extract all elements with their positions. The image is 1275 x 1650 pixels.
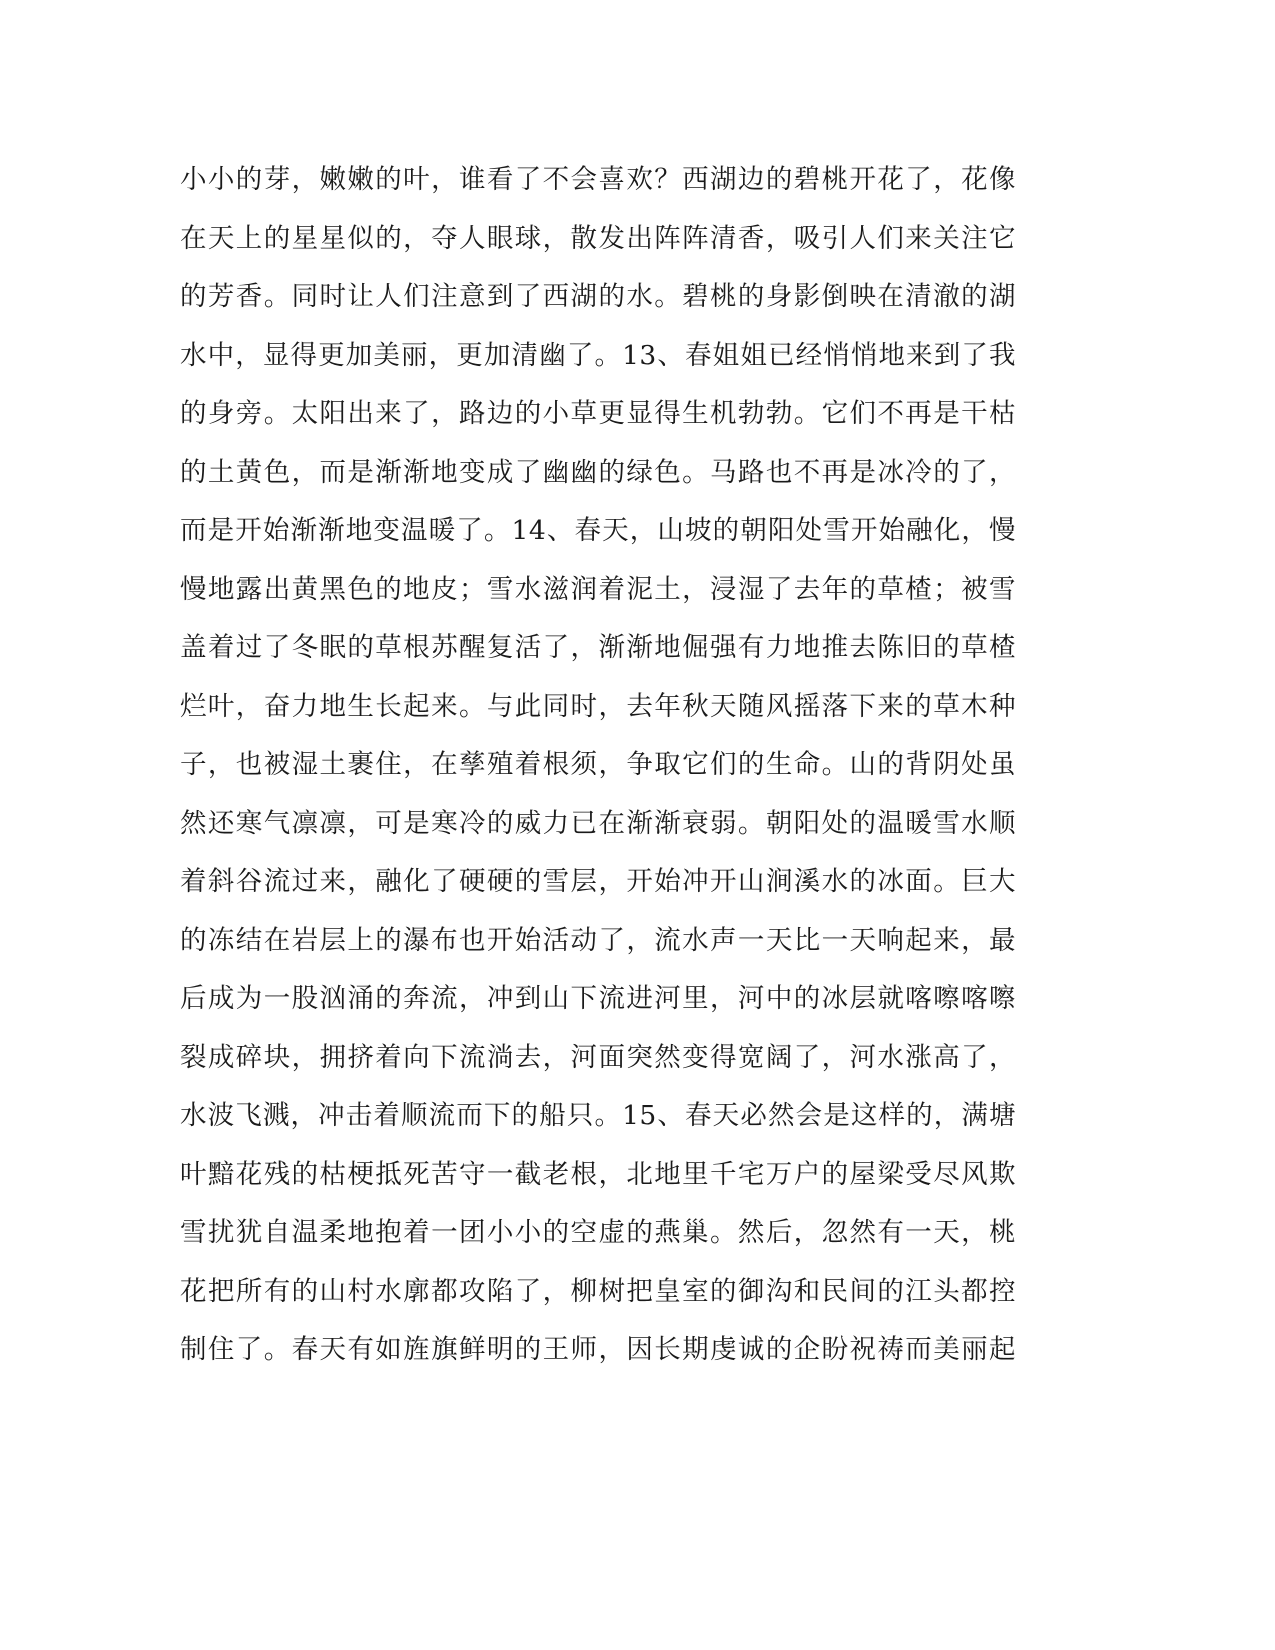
text-line: 的土黄色，而是渐渐地变成了幽幽的绿色。马路也不再是冰冷的了， (180, 456, 1016, 488)
text-line: 花把所有的山村水廓都攻陷了，柳树把皇室的御沟和民间的江头都控 (180, 1275, 1016, 1307)
text-line: 的身旁。太阳出来了，路边的小草更显得生机勃勃。它们不再是干枯 (180, 398, 1016, 429)
text-line: 然还寒气凛凛，可是寒冷的威力已在渐渐衰弱。朝阳处的温暖雪水顺 (180, 807, 1016, 839)
text-line: 水中，显得更加美丽，更加清幽了。13、春姐姐已经悄悄地来到了我 (180, 339, 1016, 371)
text-line: 的冻结在岩层上的瀑布也开始活动了，流水声一天比一天响起来，最 (180, 924, 1016, 956)
text-line: 裂成碎块，拥挤着向下流淌去，河面突然变得宽阔了，河水涨高了， (180, 1041, 1016, 1073)
text-line: 慢地露出黄黑色的地皮；雪水滋润着泥土，浸湿了去年的草楂；被雪 (180, 573, 1016, 605)
text-line: 水波飞溅，冲击着顺流而下的船只。15、春天必然会是这样的，满塘 (180, 1100, 1016, 1131)
text-line: 子，也被湿土裹住，在孳殖着根须，争取它们的生命。山的背阴处虽 (180, 749, 1016, 780)
text-line: 后成为一股汹涌的奔流，冲到山下流进河里，河中的冰层就喀嚓喀嚓 (180, 983, 1016, 1014)
text-line: 小小的芽，嫩嫩的叶，谁看了不会喜欢？西湖边的碧桃开花了，花像 (180, 164, 1016, 195)
text-line: 着斜谷流过来，融化了硬硬的雪层，开始冲开山涧溪水的冰面。巨大 (180, 866, 1016, 897)
text-line: 在天上的星星似的，夺人眼球，散发出阵阵清香，吸引人们来关注它 (180, 222, 1016, 254)
text-line: 盖着过了冬眠的草根苏醒复活了，渐渐地倔强有力地推去陈旧的草楂 (180, 632, 1016, 663)
text-line: 而是开始渐渐地变温暖了。14、春天，山坡的朝阳处雪开始融化，慢 (180, 515, 1016, 546)
text-line: 叶黯花残的枯梗抵死苦守一截老根，北地里千宅万户的屋梁受尽风欺 (180, 1158, 1016, 1190)
text-line: 雪扰犹自温柔地抱着一团小小的空虚的燕巢。然后，忽然有一天，桃 (180, 1217, 1016, 1248)
body-text (180, 157, 1016, 1386)
text-line: 的芳香。同时让人们注意到了西湖的水。碧桃的身影倒映在清澈的湖 (180, 281, 1016, 312)
text-line: 制住了。春天有如旌旗鲜明的王师，因长期虔诚的企盼祝祷而美丽起 (180, 1334, 1016, 1365)
text-line: 烂叶，奋力地生长起来。与此同时，去年秋天随风摇落下来的草木种 (180, 690, 1016, 722)
